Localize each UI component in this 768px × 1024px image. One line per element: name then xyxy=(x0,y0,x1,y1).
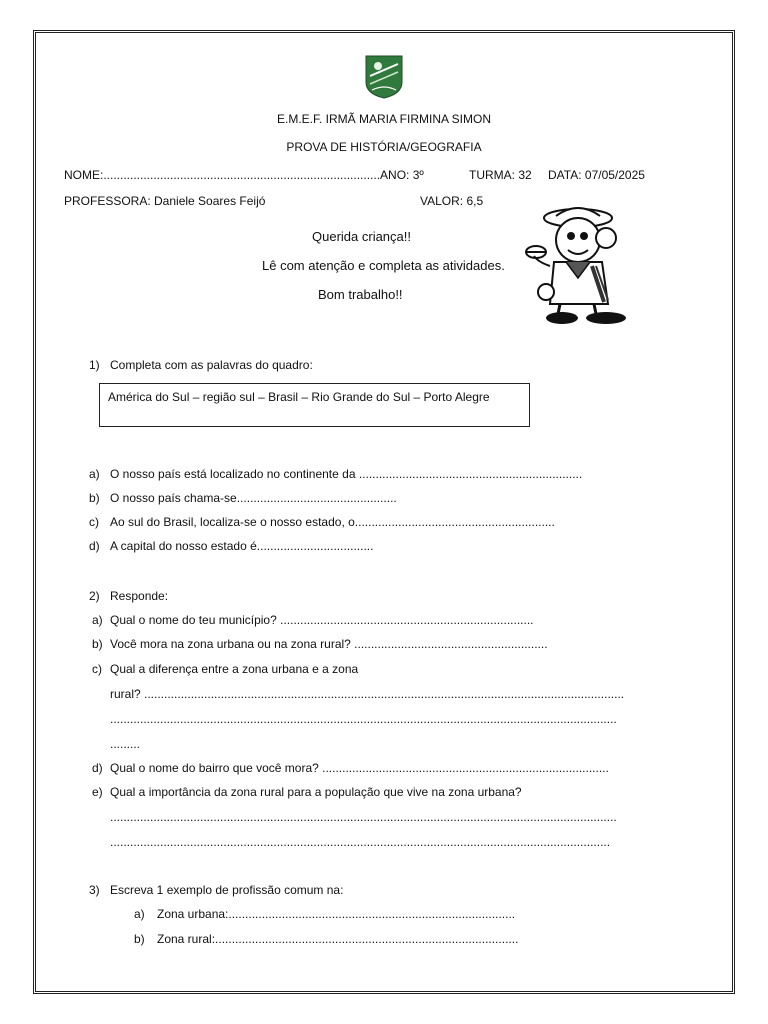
q1-item-d-letter: d) xyxy=(89,539,100,553)
q2-b: Você mora na zona urbana ou na zona rural? .......................................................... xyxy=(110,637,548,651)
q1-item-b-letter: b) xyxy=(89,491,100,505)
name-field: NOME:...................................................................................ANO: 3º xyxy=(64,168,424,182)
greeting-line3: Bom trabalho!! xyxy=(318,287,403,302)
q1-item-b: O nosso país chama-se................................................ xyxy=(110,491,397,505)
q2-c-line1: Qual a diferença entre a zona urbana e a zona xyxy=(110,662,359,676)
q1-title: Completa com as palavras do quadro: xyxy=(110,358,313,372)
q2-e: Qual a importância da zona rural para a população que vive na zona urbana? xyxy=(110,785,522,799)
q3-title: Escreva 1 exemplo de profissão comum na: xyxy=(110,883,344,897)
q2-b-letter: b) xyxy=(92,637,103,651)
q1-item-c-letter: c) xyxy=(89,515,99,529)
exam-title: PROVA DE HISTÓRIA/GEOGRAFIA xyxy=(286,140,482,154)
q1-item-a-letter: a) xyxy=(89,467,100,481)
q2-d: Qual o nome do bairro que você mora? ...................................................................................... xyxy=(110,761,609,775)
q3-a: Zona urbana:...................................................................................... xyxy=(157,907,516,921)
q2-number: 2) xyxy=(89,589,100,603)
q2-e-letter: e) xyxy=(92,785,103,799)
word-box-text: América do Sul – região sul – Brasil – Rio Grande do Sul – Porto Alegre xyxy=(108,390,490,404)
school-emblem-logo xyxy=(364,54,404,100)
greeting-line2: Lê com atenção e completa as atividades. xyxy=(262,258,505,273)
q2-c-line4: ......... xyxy=(110,737,141,751)
q1-item-a: O nosso país está localizado no continente da ................................................................... xyxy=(110,467,583,481)
q1-item-d: A capital do nosso estado é................................... xyxy=(110,539,374,553)
greeting-line1: Querida criança!! xyxy=(312,229,411,244)
valor-label: VALOR: 6,5 xyxy=(420,194,484,208)
q1-item-c: Ao sul do Brasil, localiza-se o nosso estado, o............................................................ xyxy=(110,515,555,529)
q2-a-letter: a) xyxy=(92,613,103,627)
q2-c-line3: ........................................................................................................................................................ xyxy=(110,712,617,726)
date-label: DATA: 07/05/2025 xyxy=(548,168,645,182)
q3-number: 3) xyxy=(89,883,100,897)
turma-label: TURMA: 32 xyxy=(469,168,532,182)
q2-e-line3: ...................................................................................................................................................... xyxy=(110,835,611,849)
teacher-label: PROFESSORA: Daniele Soares Feijó xyxy=(64,194,266,208)
q2-c-letter: c) xyxy=(92,662,102,676)
q3-b-letter: b) xyxy=(134,932,145,946)
q2-d-letter: d) xyxy=(92,761,103,775)
cartoon-boy-illustration xyxy=(520,200,640,328)
q3-b: Zona rural:........................................................................................... xyxy=(157,932,519,946)
word-box xyxy=(99,383,530,427)
q1-number: 1) xyxy=(89,358,100,372)
q2-title: Responde: xyxy=(110,589,169,603)
q3-a-letter: a) xyxy=(134,907,145,921)
q2-a: Qual o nome do teu município? ............................................................................ xyxy=(110,613,534,627)
school-name: E.M.E.F. IRMÃ MARIA FIRMINA SIMON xyxy=(276,112,492,126)
q2-e-line2: ........................................................................................................................................................ xyxy=(110,810,617,824)
q2-c-line2: rural? ................................................................................................................................................ xyxy=(110,687,625,701)
